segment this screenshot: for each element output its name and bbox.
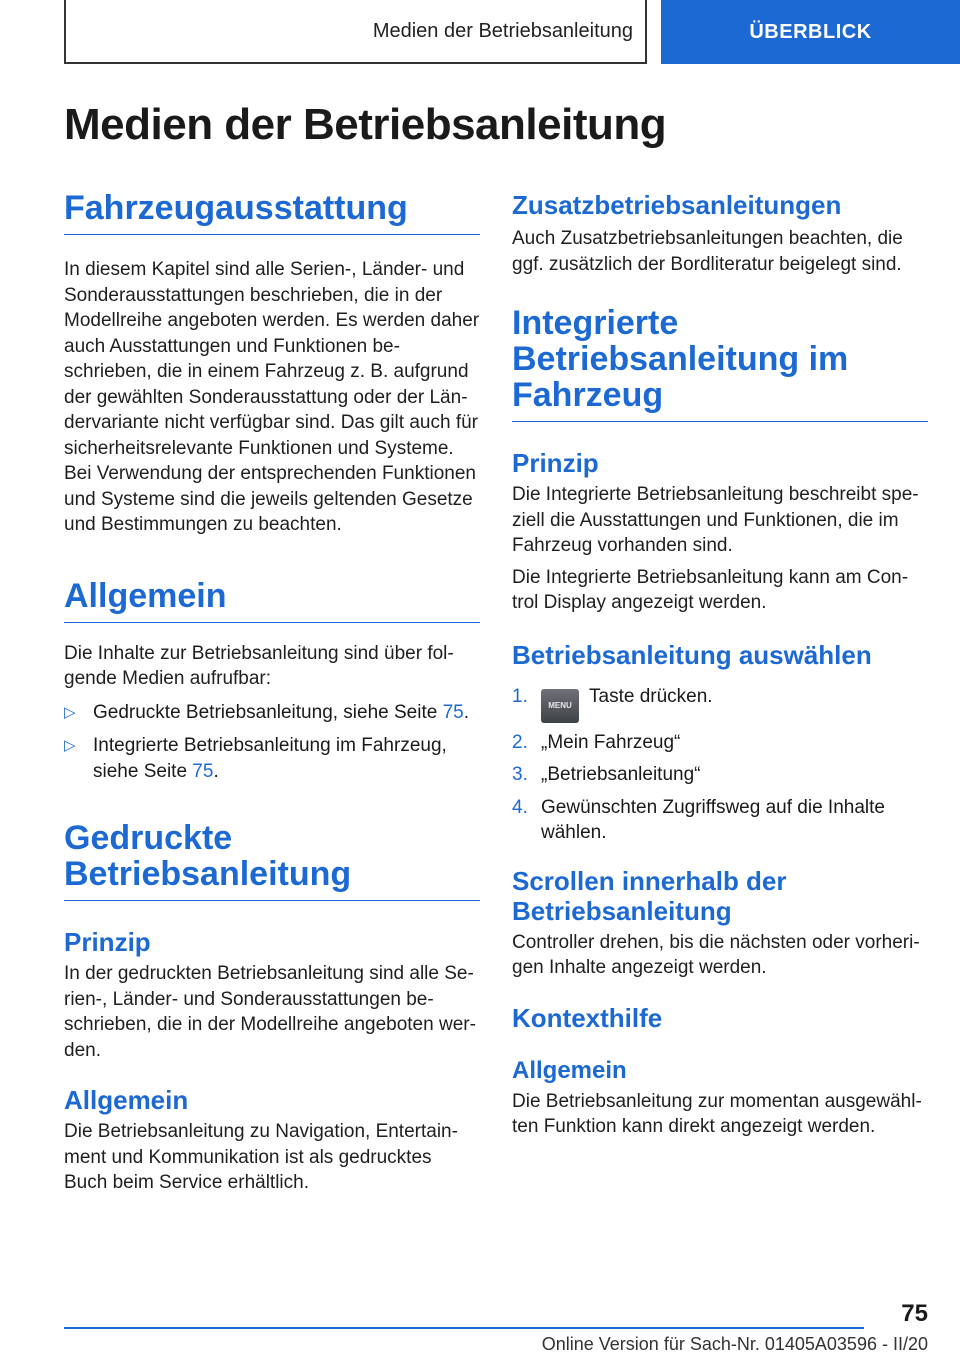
list-item: ▷ Integrierte Betriebsanleitung im Fahrzeug, siehe Seite 75.	[64, 735, 447, 782]
heading-kontexthilfe-allgemein: Allgemein	[512, 1056, 627, 1084]
paragraph-prinzip: In der gedruckten Betriebsanleitung sind alle Serien-, Länder- und Sonderausstattungen beschrieben, die in der Modellreihe angeboten werden.	[64, 963, 476, 1061]
heading-zusatzbetriebsanleitungen: Zusatzbetriebsanleitungen	[512, 190, 842, 220]
paragraph-zusatz: Auch Zusatzbetriebsanleitungen beachten, die ggf. zusätzlich der Bordliteratur beigelegt sind.	[512, 228, 903, 275]
right-column	[512, 190, 928, 1140]
heading-prinzip: Prinzip	[64, 927, 151, 957]
paragraph-allgemein-gedruckt: Die Betriebsanleitung zu Navigation, Entertainment und Kommunikation ist als gedrucktes Buch beim Service erhältlich.	[64, 1121, 458, 1193]
section-tab[interactable]	[661, 0, 960, 64]
triangle-bullet-icon: ▷	[64, 703, 76, 721]
heading-kontexthilfe: Kontexthilfe	[512, 1002, 663, 1033]
section-tab-label: ÜBERBLICK	[749, 20, 872, 43]
heading-scrollen: Scrollen innerhalb der Betriebsanleitung	[512, 865, 787, 926]
paragraph-scrollen: Controller drehen, bis die nächsten oder vorherigen Inhalte angezeigt werden.	[512, 931, 920, 978]
list-item: 1. MENU Taste drücken.	[512, 684, 928, 723]
heading-allgemein-gedruckt: Allgemein	[64, 1085, 189, 1115]
heading-fahrzeugausstattung: Fahrzeugausstattung	[64, 190, 480, 235]
steps-list	[512, 684, 928, 846]
running-header-title: Medien der Betriebsanleitung	[372, 19, 633, 42]
footer-online-version: Online Version für Sach-Nr. 01405A03596 - II/20	[541, 1334, 928, 1354]
list-item: ▷ Gedruckte Betriebsanleitung, siehe Seite 75.	[64, 700, 480, 726]
footer-divider	[64, 1327, 864, 1329]
left-column	[64, 190, 480, 1196]
heading-integrierte-betriebsanleitung: Integrierte Betriebsanleitung im Fahrzeug	[512, 305, 928, 422]
heading-prinzip-integriert: Prinzip	[512, 448, 599, 478]
paragraph-prinzip-1: Die Integrierte Betriebsanleitung beschreibt speziell die Ausstattungen und Funktionen, die im Fahrzeug vorhanden sind.	[512, 484, 919, 556]
page-link[interactable]: 75	[442, 701, 464, 723]
page-link[interactable]: 75	[192, 760, 214, 782]
running-header	[64, 0, 647, 64]
media-list	[64, 700, 480, 785]
page-title: Medien der Betriebsanleitung	[64, 100, 667, 149]
triangle-bullet-icon: ▷	[64, 737, 76, 754]
heading-allgemein: Allgemein	[64, 578, 480, 623]
list-item: 3. „Betriebsanleitung“	[512, 764, 701, 785]
page-number: 75	[901, 1300, 928, 1327]
heading-betriebsanleitung-auswaehlen: Betriebsanleitung auswählen	[512, 639, 872, 670]
paragraph-prinzip-2: Die Integrierte Betriebsanleitung kann am Control Display angezeigt werden.	[512, 566, 909, 613]
heading-gedruckte-betriebsanleitung: Gedruckte Betriebsanleitung	[64, 820, 480, 901]
list-item: 2. „Mein Fahrzeug“	[512, 731, 681, 753]
paragraph-allgemein: Die Inhalte zur Betriebsanleitung sind über folgende Medien aufrufbar:	[64, 642, 454, 689]
paragraph-kontexthilfe: Die Betriebsanleitung zur momentan ausgewählten Funktion kann direkt angezeigt werden.	[512, 1090, 922, 1137]
list-item: 4. Gewünschten Zugriffsweg auf die Inhalte wählen.	[512, 796, 885, 843]
menu-button-icon: MENU	[541, 689, 579, 723]
paragraph-fahrzeugausstattung: In diesem Kapitel sind alle Serien-, Länder- und Sonderausstattungen beschrieben, die in der Modellreihe angeboten werden. Es werden daher auch Ausstattungen und Funktionen beschrieben, die in einem Fahrzeug z. B. aufgrund der gewählten Sonderausstattung oder der Ländervariante nicht verfügbar sind. Das gilt auch für sicherheitsrelevante Funktionen und Systeme. Bei Verwendung der entsprechenden Funktionen und Systeme sind die jeweils geltenden Gesetze und Bestimmungen zu beachten.	[64, 259, 480, 535]
